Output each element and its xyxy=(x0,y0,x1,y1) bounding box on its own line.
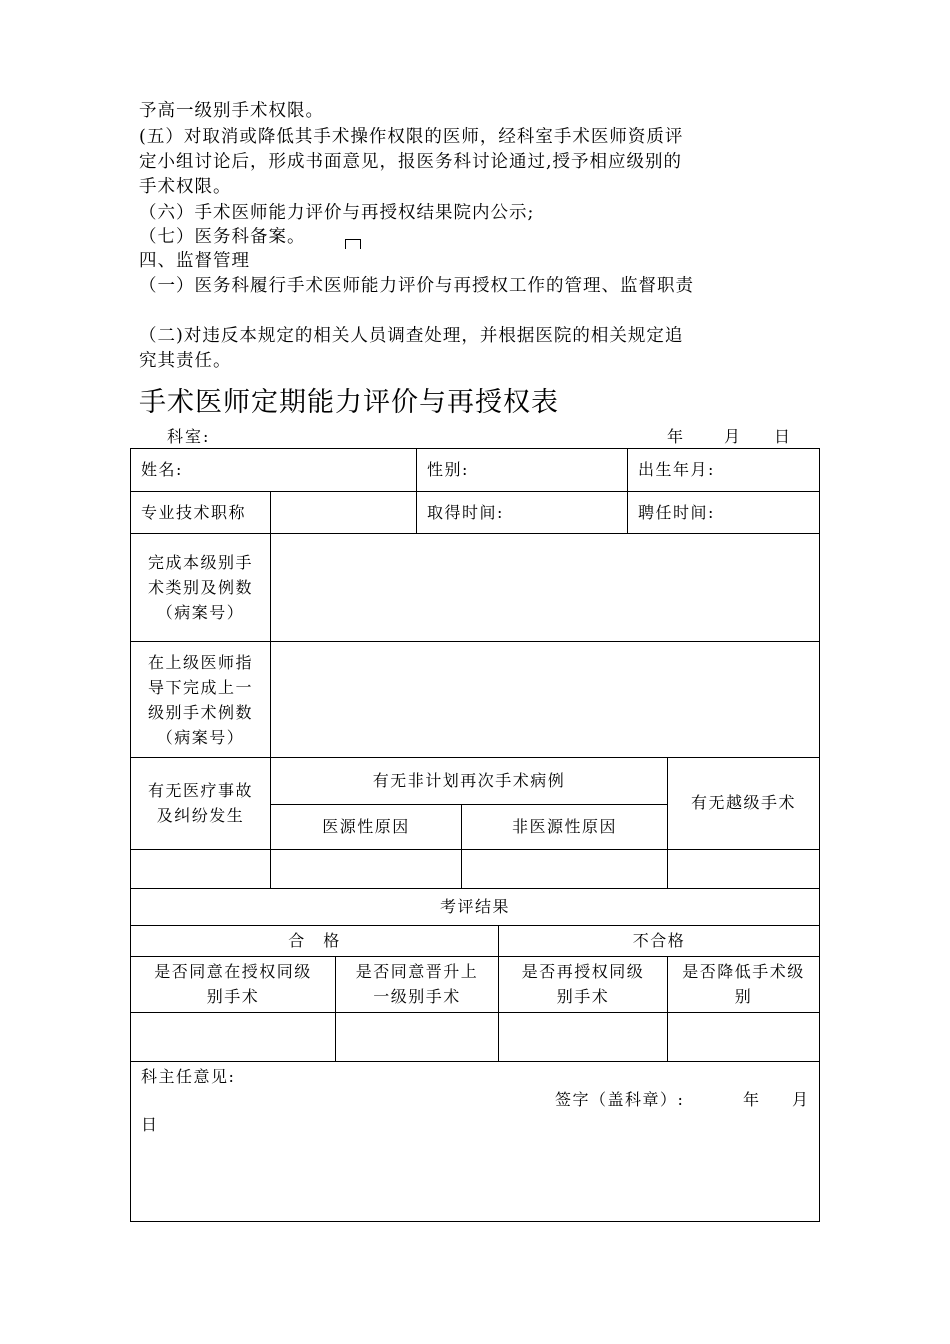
name-label: 姓名: xyxy=(141,460,183,479)
paragraph-line: (五）对取消或降低其手术操作权限的医师，经科室手术医师资质评 xyxy=(139,127,684,147)
fail-label: 不合格 xyxy=(632,931,686,950)
paragraph-line: 定小组讨论后，形成书面意见，报医务科讨论通过,授予相应级别的 xyxy=(139,152,683,172)
question-promote: 是否同意晋升上 一级别手术 xyxy=(355,962,479,1006)
date-year-label: 年 xyxy=(667,427,686,446)
completed-cases-label: 完成本级别手 术类别及例数 （病案号） xyxy=(147,553,253,622)
form-title: 手术医师定期能力评价与再授权表 xyxy=(139,387,559,418)
dept-label: 科室: xyxy=(167,427,211,446)
question-same-level: 是否同意在授权同级 别手术 xyxy=(154,962,312,1006)
gender-label: 性别: xyxy=(427,460,469,479)
paragraph-line: （一）医务科履行手术医师能力评价与再授权工作的管理、监督职责 xyxy=(139,276,694,296)
signature-year-label: 年 xyxy=(743,1090,761,1109)
professional-title-label: 专业技术职称 xyxy=(141,503,247,522)
signature-day-label: 日 xyxy=(141,1115,159,1134)
unplanned-reoperation-label: 有无非计划再次手术病例 xyxy=(372,771,566,790)
birth-label: 出生年月: xyxy=(638,460,715,479)
director-opinion-label: 科主任意见: xyxy=(141,1067,236,1086)
paragraph-line: 四、监督管理 xyxy=(139,251,250,271)
pass-label: 合 格 xyxy=(288,931,341,950)
medical-cause-label: 医源性原因 xyxy=(322,817,410,836)
hire-time-label: 聘任时间: xyxy=(638,503,715,522)
signature-label: 签字（盖科章）: xyxy=(555,1090,685,1109)
evaluation-result-label: 考评结果 xyxy=(439,897,510,916)
signature-month-label: 月 xyxy=(792,1090,810,1109)
paragraph-line: 手术权限。 xyxy=(139,177,232,197)
cursor-mark-icon xyxy=(345,239,361,249)
paragraph-line: （六）手术医师能力评价与再授权结果院内公示; xyxy=(139,203,535,223)
paragraph-line: 予高一级别手术权限。 xyxy=(139,101,324,121)
question-reauthorize: 是否再授权同级 别手术 xyxy=(521,962,645,1006)
obtain-time-label: 取得时间: xyxy=(427,503,504,522)
paragraph-line: （二)对违反本规定的相关人员调查处理，并根据医院的相关规定追 xyxy=(139,326,684,346)
question-downgrade: 是否降低手术级 别 xyxy=(682,962,805,1006)
nonmedical-cause-label: 非医源性原因 xyxy=(511,817,617,836)
accident-label: 有无医疗事故 及纠纷发生 xyxy=(147,781,253,825)
date-month-label: 月 xyxy=(724,427,743,446)
guided-cases-label: 在上级医师指 导下完成上一 级别手术例数 （病案号） xyxy=(147,653,253,747)
paragraph-line: （七）医务科备案。 xyxy=(139,227,306,247)
paragraph-line: 究其责任。 xyxy=(139,351,232,371)
overlevel-surgery-label: 有无越级手术 xyxy=(690,793,796,812)
date-day-label: 日 xyxy=(774,427,793,446)
